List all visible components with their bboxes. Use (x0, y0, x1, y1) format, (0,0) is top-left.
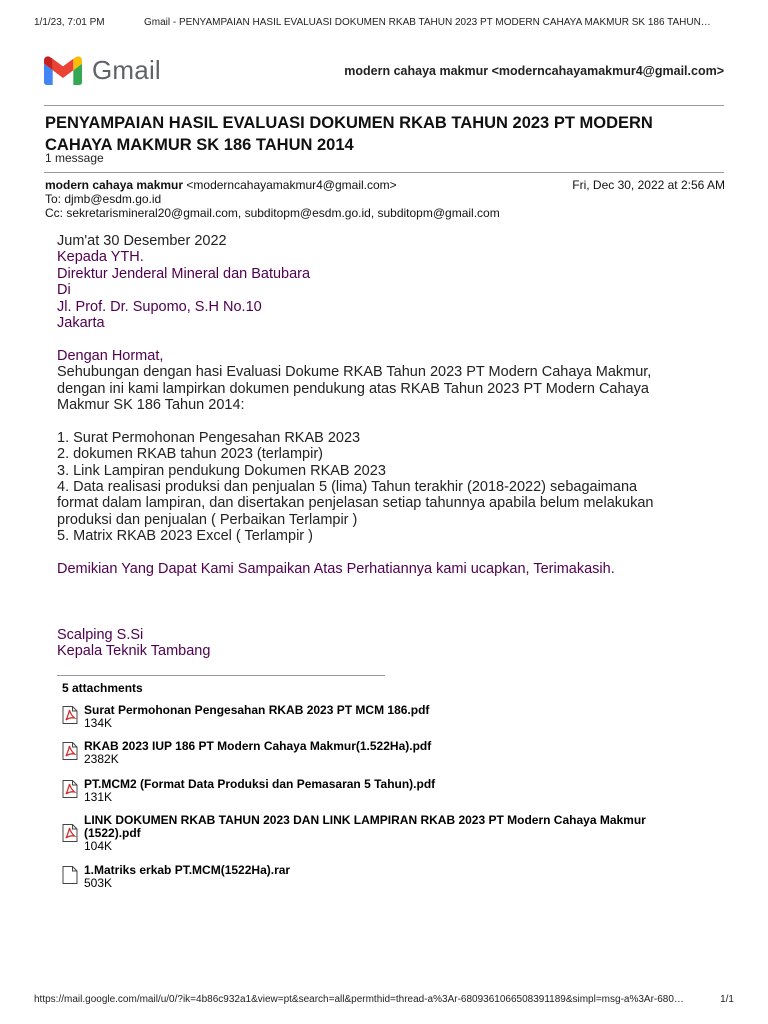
gmail-logo[interactable] (44, 55, 161, 86)
address-line: Di (57, 282, 71, 299)
list-item: 2. dokumen RKAB tahun 2023 (terlampir) (57, 446, 323, 463)
file-icon (62, 866, 78, 884)
pdf-icon (62, 706, 78, 724)
gmail-m-icon (44, 56, 82, 85)
signature-name: Scalping S.Si (57, 626, 144, 643)
attachment-size: 503K (84, 876, 113, 890)
intro-line: Makmur SK 186 Tahun 2014: (57, 397, 245, 414)
address-line: Direktur Jenderal Mineral dan Batubara (57, 265, 311, 282)
print-page-title: Gmail - PENYAMPAIAN HASIL EVALUASI DOKUMEN RKAB TAHUN 2023 PT MODERN CAHAYA MAKMUR SK 186 TAHUN… (144, 17, 711, 28)
intro-line: Sehubungan dengan hasi Evaluasi Dokume RKAB Tahun 2023 PT Modern Cahaya Makmur, (57, 364, 652, 381)
address-line: Jl. Prof. Dr. Supomo, S.H No.10 (57, 298, 262, 315)
attachment-filename-cont[interactable]: (1522).pdf (84, 826, 141, 840)
divider (44, 172, 724, 173)
list-item: format dalam lampiran, dan disertakan penjelasan setiap tahunnya apabila belum melakukan (57, 495, 654, 512)
sender-email[interactable]: <moderncahayamakmur4@gmail.com> (186, 178, 397, 192)
subject-line-1: PENYAMPAIAN HASIL EVALUASI DOKUMEN RKAB TAHUN 2023 PT MODERN (45, 114, 653, 132)
message-date: Fri, Dec 30, 2022 at 2:56 AM (572, 178, 725, 192)
address-line: Jakarta (57, 315, 105, 332)
message-header (45, 178, 725, 220)
address-line: Kepada YTH. (57, 249, 144, 266)
sender-name: modern cahaya makmur (45, 178, 184, 192)
account-label: modern cahaya makmur <moderncahayamakmur4@gmail.com> (344, 64, 724, 78)
print-timestamp: 1/1/23, 7:01 PM (34, 17, 105, 28)
page-number: 1/1 (720, 994, 734, 1005)
page-url[interactable]: https://mail.google.com/mail/u/0/?ik=4b86c932a1&view=pt&search=all&permthid=thread-a%3Ar-6809361066508391189&simpl=msg-a%3Ar-680… (34, 994, 684, 1005)
thread-subject (45, 112, 725, 156)
message-count: 1 message (45, 151, 104, 165)
attachment-filename[interactable]: PT.MCM2 (Format Data Produksi dan Pemasaran 5 Tahun).pdf (84, 777, 436, 791)
gmail-wordmark: Gmail (92, 55, 161, 85)
list-item: produksi dan penjualan ( Perbaikan Terlampir ) (57, 511, 358, 528)
divider (57, 675, 385, 676)
message-body (57, 233, 717, 659)
attachment-filename[interactable]: Surat Permohonan Pengesahan RKAB 2023 PT MCM 186.pdf (84, 703, 430, 717)
attachment-size: 104K (84, 839, 113, 853)
attachment-filename[interactable]: 1.Matriks erkab PT.MCM(1522Ha).rar (84, 863, 291, 877)
list-item: 5. Matrix RKAB 2023 Excel ( Terlampir ) (57, 528, 313, 545)
list-item: 4. Data realisasi produksi dan penjualan 5 (lima) Tahun terakhir (2018-2022) sebagaimana (57, 479, 638, 496)
pdf-icon (62, 824, 78, 842)
pdf-icon (62, 780, 78, 798)
list-item: 3. Link Lampiran pendukung Dokumen RKAB 2023 (57, 462, 386, 479)
intro-line: dengan ini kami lampirkan dokumen pendukung atas RKAB Tahun 2023 PT Modern Cahaya (57, 380, 649, 397)
pdf-icon (62, 742, 78, 760)
signature-title: Kepala Teknik Tambang (57, 643, 211, 660)
salutation: Dengan Hormat, (57, 347, 164, 364)
attachment-size: 2382K (84, 752, 119, 766)
body-date-line: Jum'at 30 Desember 2022 (57, 233, 227, 249)
to-line: To: djmb@esdm.go.id (45, 192, 162, 206)
cc-line: Cc: sekretarismineral20@gmail.com, subditopm@esdm.go.id, subditopm@gmail.com (45, 206, 500, 220)
attachment-filename[interactable]: RKAB 2023 IUP 186 PT Modern Cahaya Makmur(1.522Ha).pdf (84, 739, 432, 753)
subject-line-2: CAHAYA MAKMUR SK 186 TAHUN 2014 (45, 136, 354, 154)
list-item: 1. Surat Permohonan Pengesahan RKAB 2023 (57, 429, 361, 446)
divider (44, 105, 724, 106)
closing-line: Demikian Yang Dapat Kami Sampaikan Atas Perhatiannya kami ucapkan, Terimakasih. (57, 561, 615, 578)
attachment-size: 134K (84, 716, 113, 730)
attachments-count: 5 attachments (62, 681, 143, 695)
attachment-filename[interactable]: LINK DOKUMEN RKAB TAHUN 2023 DAN LINK LAMPIRAN RKAB 2023 PT Modern Cahaya Makmur (84, 813, 646, 827)
attachment-size: 131K (84, 790, 113, 804)
